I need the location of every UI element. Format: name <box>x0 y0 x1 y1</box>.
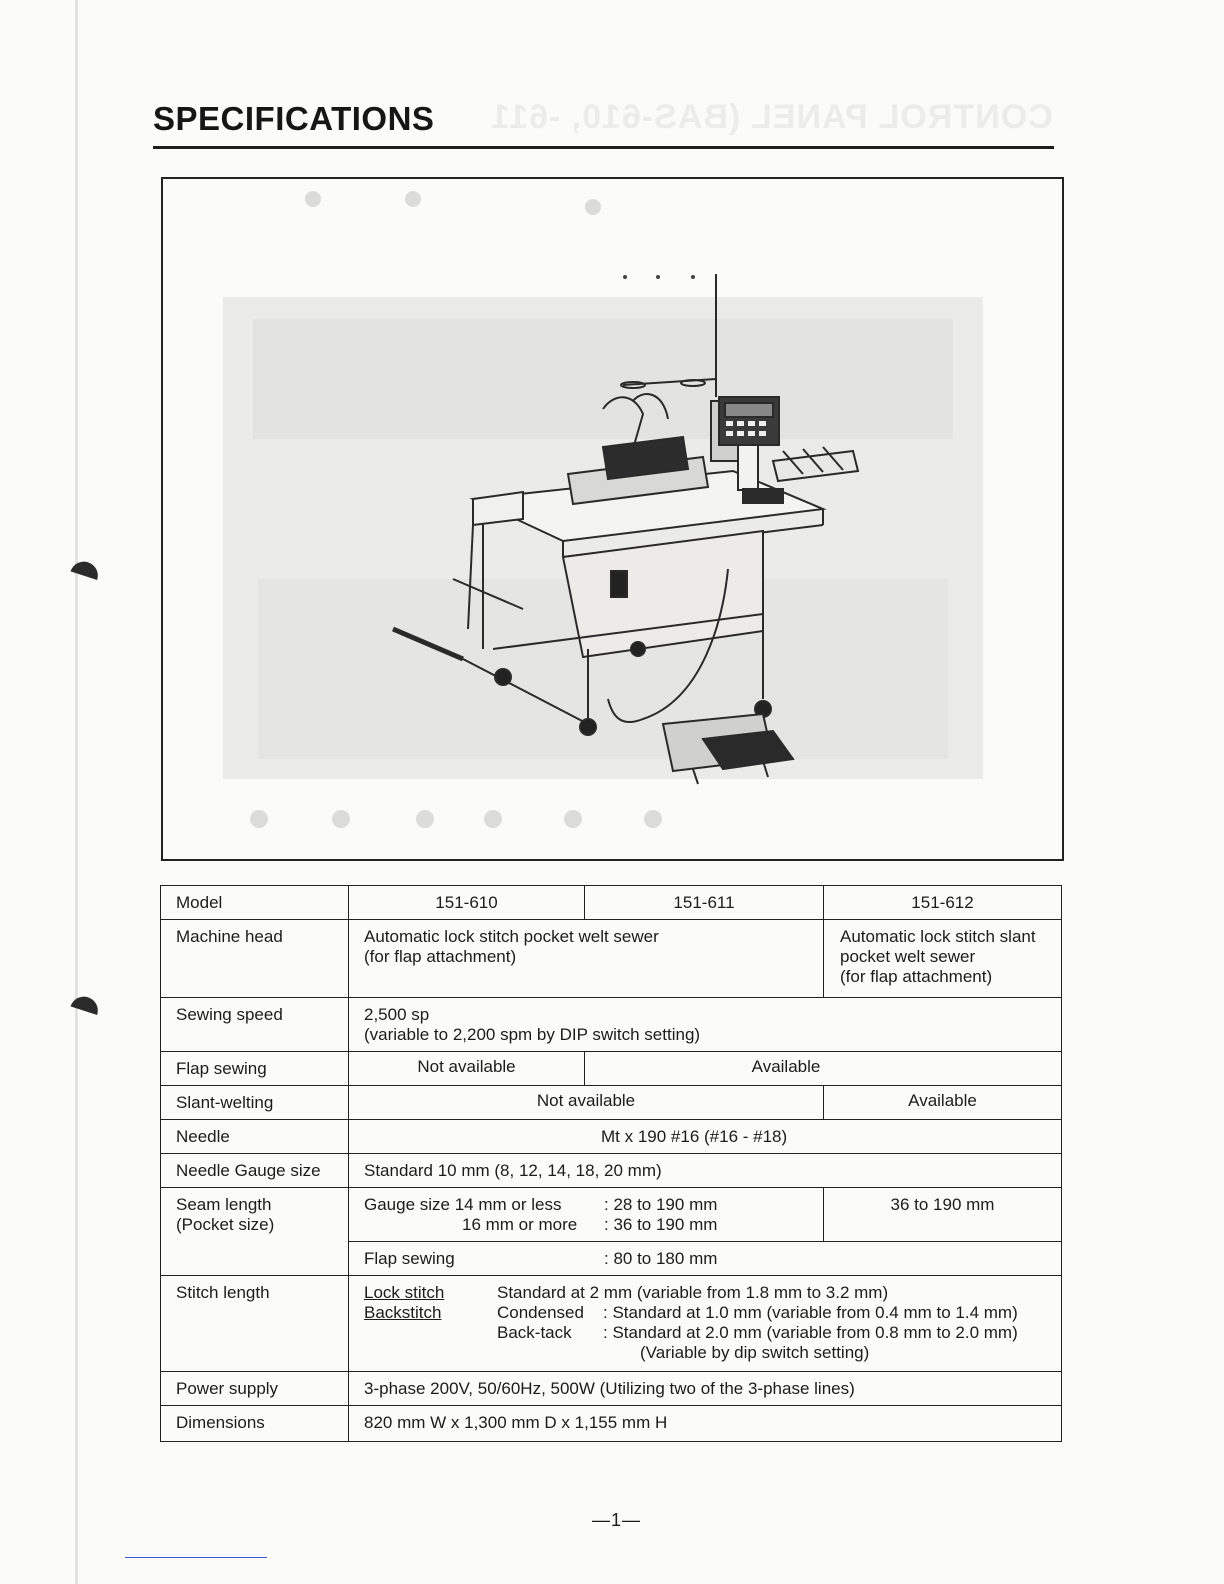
table-row <box>161 1276 1062 1372</box>
table-row <box>161 1406 1062 1442</box>
row-label-flap-sewing: Flap sewing <box>161 1052 349 1086</box>
text-line: Seam length <box>176 1195 272 1214</box>
text-line: (Pocket size) <box>176 1215 275 1234</box>
slant-612: Available <box>824 1086 1062 1120</box>
text-line: (Variable by dip switch setting) <box>640 1343 870 1362</box>
text-line: Available <box>751 1057 821 1076</box>
text-line: Condensed <box>497 1303 584 1322</box>
table-row <box>161 1372 1062 1406</box>
text-line: Automatic lock stitch slant <box>840 927 1036 946</box>
dimensions-value: 820 mm W x 1,300 mm D x 1,155 mm H <box>349 1406 1062 1442</box>
text-line: Back-tack <box>497 1323 572 1342</box>
seam-flap-values <box>349 1242 1062 1276</box>
text-line: Flap sewing <box>364 1249 455 1268</box>
machine-photo-frame <box>161 177 1064 861</box>
row-label-seam-length <box>161 1188 349 1276</box>
row-label-power-supply: Power supply <box>161 1372 349 1406</box>
text-line: pocket welt sewer <box>840 947 976 966</box>
needle-value: Mt x 190 #16 (#16 - #18) <box>349 1120 1062 1154</box>
flap-sewing-610: Not available <box>349 1052 585 1086</box>
table-row <box>161 1052 1062 1086</box>
row-label-slant-welting: Slant-welting <box>161 1086 349 1120</box>
specifications-table <box>160 885 1062 1442</box>
row-label-needle: Needle <box>161 1120 349 1154</box>
model-151-611: 151-611 <box>585 886 824 920</box>
stitch-length-values <box>349 1276 1062 1372</box>
text-line: : 80 to 180 mm <box>604 1249 718 1268</box>
text-line: 2,500 sp <box>364 1005 430 1024</box>
machine-head-610-611 <box>349 920 824 998</box>
table-row <box>161 886 1062 920</box>
table-row <box>161 998 1062 1052</box>
flap-sewing-611-612 <box>585 1052 1062 1086</box>
sewing-speed-value <box>349 998 1062 1052</box>
text-line: (for flap attachment) <box>840 967 993 986</box>
text-line: (variable to 2,200 spm by DIP switch setting) <box>364 1025 701 1044</box>
table-row <box>161 920 1062 998</box>
row-label-model: Model <box>161 886 349 920</box>
seam-612-value: 36 to 190 mm <box>824 1188 1062 1242</box>
text-line: Gauge size 14 mm or less <box>364 1195 562 1214</box>
footer-link-line <box>125 1557 267 1558</box>
table-row <box>161 1188 1062 1242</box>
power-supply-value: 3-phase 200V, 50/60Hz, 500W (Utilizing two of the 3-phase lines) <box>349 1372 1062 1406</box>
bleed-through-text: CONTROL PANEL (BAS-610, -611 <box>490 98 1053 136</box>
text-line: : Standard at 1.0 mm (variable from 0.4 mm to 1.4 mm) <box>603 1303 1018 1322</box>
text-line: : 28 to 190 mm <box>604 1195 718 1214</box>
row-label-dimensions: Dimensions <box>161 1406 349 1442</box>
slant-610-611: Not available <box>349 1086 824 1120</box>
text-line: Lock stitch <box>364 1283 445 1302</box>
text-line: 16 mm or more <box>462 1215 578 1234</box>
text-line: Standard at 2 mm (variable from 1.8 mm to 3.2 mm) <box>497 1283 889 1302</box>
page-binding-shadow <box>75 0 78 1584</box>
seam-gauge-values <box>349 1188 824 1242</box>
text-line: : 36 to 190 mm <box>604 1215 718 1234</box>
model-151-610: 151-610 <box>349 886 585 920</box>
sewing-machine-photo <box>163 179 1062 859</box>
row-label-sewing-speed: Sewing speed <box>161 998 349 1052</box>
text-line: : Standard at 2.0 mm (variable from 0.8 mm to 2.0 mm) <box>603 1323 1018 1342</box>
row-label-needle-gauge: Needle Gauge size <box>161 1154 349 1188</box>
text-line: Automatic lock stitch pocket welt sewer <box>364 927 659 946</box>
machine-head-612 <box>824 920 1062 998</box>
page-number: —1— <box>592 1510 642 1530</box>
table-row <box>161 1086 1062 1120</box>
model-151-612: 151-612 <box>824 886 1062 920</box>
text-line: Backstitch <box>364 1303 442 1322</box>
table-row <box>161 1154 1062 1188</box>
row-label-stitch-length: Stitch length <box>161 1276 349 1372</box>
table-row <box>161 1120 1062 1154</box>
text-line: (for flap attachment) <box>364 947 517 966</box>
title-underline <box>153 146 1054 149</box>
needle-gauge-value: Standard 10 mm (8, 12, 14, 18, 20 mm) <box>349 1154 1062 1188</box>
page-title: SPECIFICATIONS <box>153 100 435 137</box>
row-label-machine-head: Machine head <box>161 920 349 998</box>
